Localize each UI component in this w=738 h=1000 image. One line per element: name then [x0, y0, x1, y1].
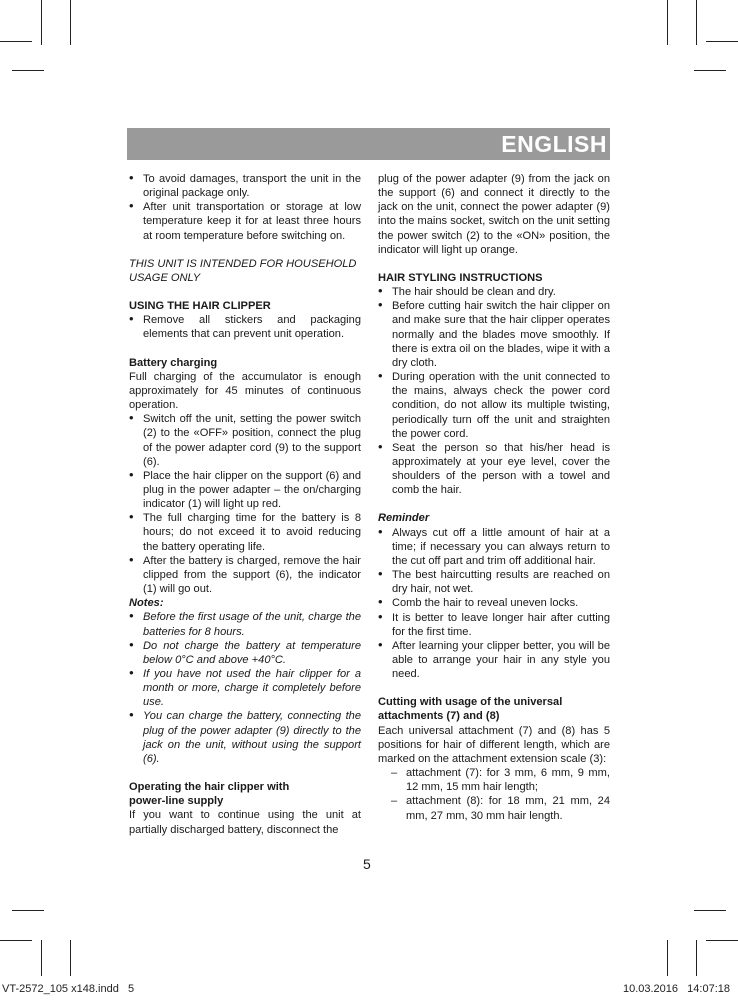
list-item: – attachment (8): for 18 mm, 21 mm, 24 mm, 27 mm, 30 mm hair length.	[378, 794, 610, 822]
battery-heading: Battery charging	[129, 356, 218, 369]
crop-mark	[667, 940, 668, 976]
crop-mark	[706, 940, 738, 941]
crop-mark	[12, 910, 44, 911]
crop-mark	[70, 0, 71, 45]
list-item: • It is better to leave longer hair after cutting for the first time.	[378, 611, 610, 639]
list-item: • After learning your clipper better, you will be able to arrange your hair in any style you need.	[378, 639, 610, 681]
list-item: • Seat the person so that his/her head is approximately at your eye level, cover the shoulders of the person with a towel and comb the hair.	[378, 441, 610, 498]
notes-list	[129, 610, 361, 766]
crop-mark	[70, 940, 71, 976]
crop-mark	[694, 910, 726, 911]
list-item: • Switch off the unit, setting the power switch (2) to the «OFF» position, connect the plug of the power adapter cord (9) to the support (6).	[129, 412, 361, 469]
list-item: • After the battery is charged, remove the hair clipped from the support (6), the indicator (1) will go out.	[129, 554, 361, 596]
crop-mark	[41, 940, 42, 976]
list-item: • Place the hair clipper on the support (6) and plug in the power adapter – the on/charging indicator (1) will light up red.	[129, 469, 361, 511]
list-item: • After unit transportation or storage at low temperature keep it for at least three hours at room temperature before switching on.	[129, 200, 361, 242]
list-item: • Before the first usage of the unit, charge the batteries for 8 hours.	[129, 610, 361, 638]
cutting-heading-line2: attachments (7) and (8)	[378, 710, 500, 723]
intro-list	[129, 172, 361, 243]
crop-mark	[0, 41, 32, 42]
battery-intro: Full charging of the accumulator is enough approximately for 45 minutes of continuous operation.	[129, 370, 361, 412]
cutting-heading	[378, 695, 610, 723]
list-item: • To avoid damages, transport the unit in the original package only.	[129, 172, 361, 200]
footer-timestamp: 10.03.2016 14:07:18	[622, 983, 730, 995]
crop-mark	[696, 0, 697, 45]
language-label: ENGLISH	[501, 131, 607, 157]
list-item: • The full charging time for the battery is 8 hours; do not exceed it to avoid reducing the battery operating life.	[129, 511, 361, 553]
crop-mark	[696, 940, 697, 976]
list-item: • Comb the hair to reveal uneven locks.	[378, 596, 610, 610]
language-header-bar	[127, 128, 610, 160]
notes-heading: Notes:	[129, 597, 164, 610]
crop-mark	[12, 70, 44, 71]
operating-heading-line2: power-line supply	[129, 795, 224, 808]
using-heading: USING THE HAIR CLIPPER	[129, 300, 271, 313]
battery-list	[129, 412, 361, 596]
reminder-heading: Reminder	[378, 512, 430, 525]
reminder-list	[378, 526, 610, 682]
operating-text: If you want to continue using the unit at partially discharged battery, disconnect the	[129, 809, 361, 836]
list-item: • Do not charge the battery at temperature below 0°C and above +40°C.	[129, 639, 361, 667]
list-item: • During operation with the unit connected to the mains, always check the power cord condition, do not allow its multiple twisting, periodically turn off the unit and straighten the power cord.	[378, 370, 610, 441]
using-list	[129, 313, 361, 341]
crop-mark	[0, 940, 32, 941]
list-item: • You can charge the battery, connecting the plug of the power adapter (9) directly to the jack on the unit, without using the support (6).	[129, 709, 361, 766]
right-column	[378, 172, 610, 823]
crop-mark	[41, 0, 42, 45]
operating-continued: plug of the power adapter (9) from the jack on the support (6) and connect it directly to the jack on the unit, connect the power adapter (9) into the mains socket, switch on the unit setting the power switch (2) to the «ON» position, the indicator will light up orange.	[378, 173, 610, 256]
cutting-heading-line1: Cutting with usage of the universal	[378, 696, 563, 709]
crop-mark	[694, 70, 726, 71]
list-item: • Before cutting hair switch the hair clipper on and make sure that the hair clipper operates normally and the blades move smoothly. If there is extra oil on the blades, wipe it with a dry cloth.	[378, 299, 610, 370]
footer-file-info: VT-2572_105 x148.indd 5	[2, 983, 135, 995]
list-item: • If you have not used the hair clipper for a month or more, charge it completely before use.	[129, 667, 361, 709]
list-item: • The hair should be clean and dry.	[378, 285, 610, 299]
list-item: – attachment (7): for 3 mm, 6 mm, 9 mm, 12 mm, 15 mm hair length;	[378, 766, 610, 794]
styling-heading: HAIR STYLING INSTRUCTIONS	[378, 271, 543, 284]
operating-heading-line1: Operating the hair clipper with	[129, 781, 290, 794]
crop-mark	[667, 0, 668, 45]
household-notice: THIS UNIT IS INTENDED FOR HOUSEHOLD USAGE ONLY	[129, 257, 357, 284]
page-number: 5	[363, 856, 371, 872]
list-item: • Remove all stickers and packaging elements that can prevent unit operation.	[129, 313, 361, 341]
list-item: • The best haircutting results are reached on dry hair, not wet.	[378, 568, 610, 596]
list-item: • Always cut off a little amount of hair at a time; if necessary you can always return to the cut off part and trim off additional hair.	[378, 526, 610, 568]
left-column	[129, 172, 361, 837]
crop-mark	[706, 41, 738, 42]
cutting-dash-list	[378, 766, 610, 823]
styling-list	[378, 285, 610, 497]
operating-heading	[129, 780, 361, 808]
cutting-text: Each universal attachment (7) and (8) has 5 positions for hair of different length, which are marked on the attachment extension scale (3):	[378, 724, 610, 765]
